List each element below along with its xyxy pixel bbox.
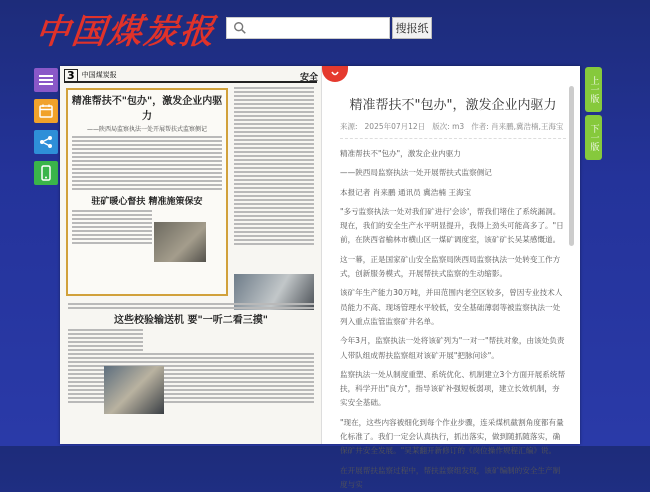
newspaper-page-image[interactable] xyxy=(60,66,322,444)
newspaper-bottom-headline: 这些校验输送机 要"一听二看三摸" xyxy=(114,315,268,326)
page-number: 3 xyxy=(64,69,78,82)
prev-page-button[interactable]: 上一版 xyxy=(585,67,602,112)
share-button[interactable] xyxy=(34,130,58,154)
paper-name: 中国煤炭报 xyxy=(81,71,117,79)
search-button[interactable]: 搜报纸 xyxy=(392,17,432,39)
newspaper-text-lines xyxy=(70,136,224,190)
newspaper-subhead: ——陕西局监察执法一处开展帮扶式监察侧记 xyxy=(86,126,207,133)
newspaper-headline: 精准帮扶不"包办"，激发企业内驱力 xyxy=(71,96,223,122)
newspaper-headline-2: 驻矿暖心督扶 精准施策保安 xyxy=(91,197,203,207)
article-date: 2025年07月12日 xyxy=(364,122,426,131)
newspaper-article-highlight[interactable] xyxy=(66,88,228,296)
search-icon xyxy=(233,21,247,35)
calendar-button[interactable] xyxy=(34,99,58,123)
article-panel xyxy=(330,66,576,489)
search-field[interactable] xyxy=(226,17,390,39)
article-title: 精准帮扶不"包办"，激发企业内驱力 xyxy=(349,98,557,113)
article-author: 作者: 肖来鹏,冀浩楠,王海宝 xyxy=(471,122,564,131)
search-bar xyxy=(226,17,432,39)
article-scrollbar[interactable] xyxy=(569,86,574,246)
site-logo[interactable]: 中国煤炭报 xyxy=(33,12,218,52)
newspaper-photo xyxy=(154,222,206,262)
article-meta: 来源: 2025年07月12日 版次: m3 作者: 肖来鹏,冀浩楠,王海宝 xyxy=(340,121,566,139)
paper-viewer xyxy=(60,66,580,489)
calendar-icon xyxy=(39,104,53,118)
arrow-icon xyxy=(330,69,340,79)
menu-icon xyxy=(39,74,53,86)
article-version: 版次: m3 xyxy=(432,122,465,131)
mobile-button[interactable] xyxy=(34,161,58,185)
left-toolbar xyxy=(34,68,58,192)
menu-button[interactable] xyxy=(34,68,58,92)
section-label: 安全 xyxy=(300,73,319,83)
article-body: 精准帮扶不"包办"，激发企业内驱力 ——陕西局监察执法一处开展帮扶式监察侧记 本报记者 肖来鹏 通讯员 冀浩楠 王海宝 "多亏监察执法一处对我们矿进行'会诊'，帮我们堵住了系统漏洞。现在，我们的安全生产水平明显提升，我得上劲头可能高多了。"日前，在陕西省榆林市横山区一煤矿调度室，该矿矿长吴某感慨道。 这一幕，正是国家矿山安全监察局陕西局监察执法一处转变工作方式，创新服务模式，开展帮扶式监察的生动缩影。 该矿年生产能力30万吨，并田范围内老空区较多，曾因专业技术人员能力不高、现场管理水平较低，安全基础薄弱等被监察执法一处列入重点监管监察矿井名单。 今年3月，监察执法一处将该矿列为"一对一"帮扶对象，由该处负责人带队组成帮扶监察组对该矿开展"把脉问诊"。 监察执法一处从制度重塑、系统优化、机制建立3个方面开展系统帮扶，科学开出"良方"，指导该矿补强短板弱项，建立长效机制，夯实安全基础。 "现在，这些内容被细化到每个作业步骤，连采煤机截割角度都有量化标准了。我们一定会认真执行，抓出落实，做到随抓随落实，确保矿井安全发展。"吴某翻开新修订的《岗位操作规程汇编》说。 在开展帮扶监察过程中，帮扶监察组发现，该矿编制的安全生产制度与实 xyxy=(340,149,566,489)
newspaper-masthead xyxy=(64,69,317,83)
newspaper-photo-3 xyxy=(104,366,164,414)
next-page-button[interactable]: 下一版 xyxy=(585,115,602,160)
share-icon xyxy=(39,135,53,149)
mobile-icon xyxy=(41,165,51,181)
search-input[interactable] xyxy=(251,22,389,34)
